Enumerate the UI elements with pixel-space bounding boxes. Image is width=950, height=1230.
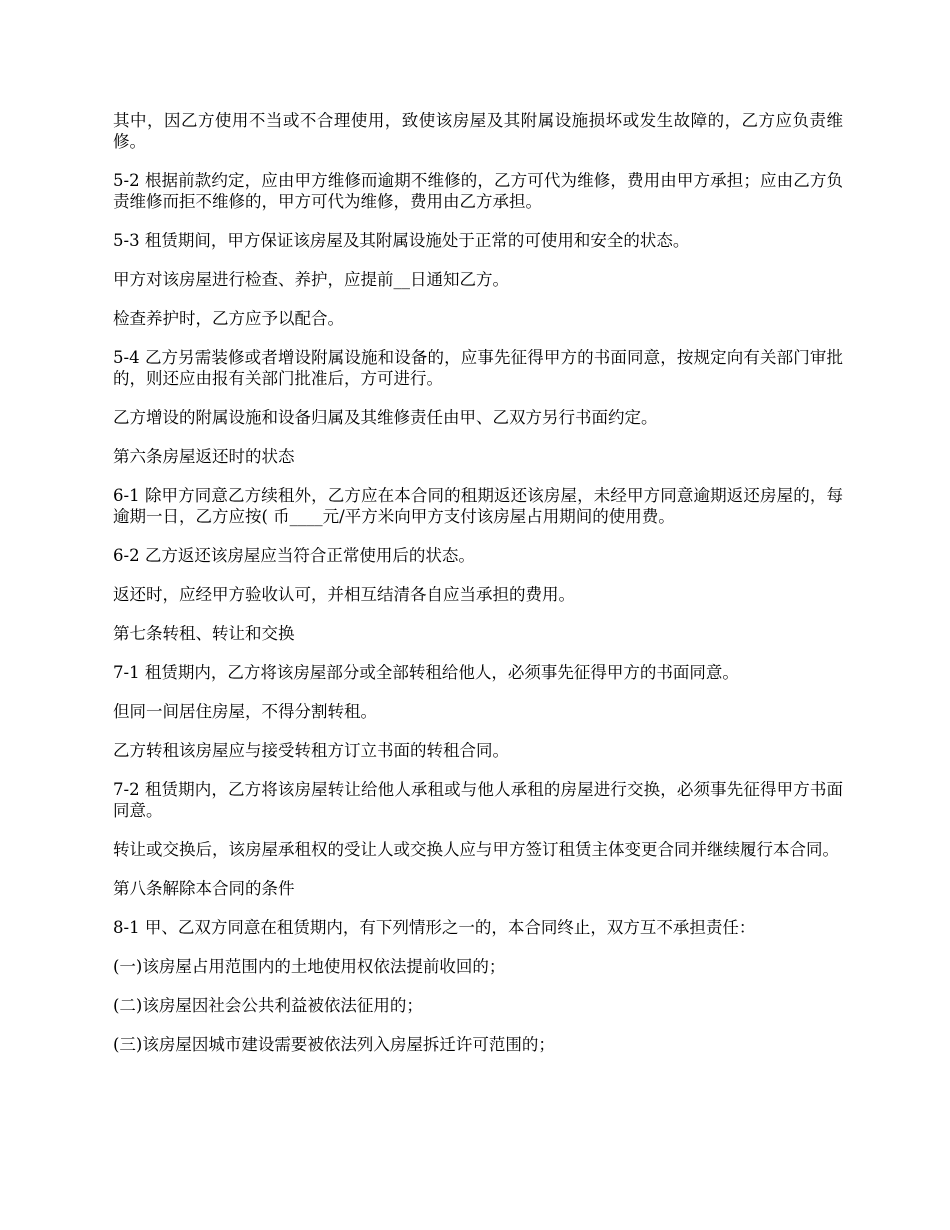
list-item-condition-2: (二)该房屋因社会公共利益被依法征用的； [113, 996, 423, 1015]
paragraph-return-acceptance: 返还时，应经甲方验收认可，并相互结清各自应当承担的费用。 [113, 585, 575, 604]
paragraph-sublet-contract: 乙方转租该房屋应与接受转租方订立书面的转租合同。 [113, 741, 509, 760]
paragraph-5-4: 5-4 乙方另需装修或者增设附属设施和设备的，应事先征得甲方的书面同意，按规定向有关部门审批的，则还应由报有关部门批准后，方可进行。 [113, 348, 843, 388]
paragraph-repair-responsibility: 其中，因乙方使用不当或不合理使用，致使该房屋及其附属设施损坏或发生故障的，乙方应负责维修。 [113, 111, 843, 151]
paragraph-no-split-sublet: 但同一间居住房屋，不得分割转租。 [113, 702, 377, 721]
paragraph-6-2: 6-2 乙方返还该房屋应当符合正常使用后的状态。 [113, 546, 475, 565]
section-heading-article-6: 第六条房屋返还时的状态 [113, 447, 295, 466]
list-item-condition-1: (一)该房屋占用范围内的土地使用权依法提前收回的； [113, 957, 506, 976]
paragraph-inspection-cooperation: 检查养护时，乙方应予以配合。 [113, 309, 344, 328]
paragraph-6-1: 6-1 除甲方同意乙方续租外，乙方应在本合同的租期返还该房屋，未经甲方同意逾期返还房屋的，每逾期一日，乙方应按( 币____元/平方米向甲方支付该房屋占用期间的使用费。 [113, 486, 843, 526]
document-page [113, 110, 843, 1073]
section-heading-article-8: 第八条解除本合同的条件 [113, 879, 295, 898]
section-heading-article-7: 第七条转租、转让和交换 [113, 624, 295, 643]
list-item-condition-3: (三)该房屋因城市建设需要被依法列入房屋拆迁许可范围的； [113, 1035, 555, 1054]
paragraph-8-1: 8-1 甲、乙双方同意在租赁期内，有下列情形之一的，本合同终止，双方互不承担责任： [113, 918, 756, 937]
paragraph-transfer-continuation: 转让或交换后，该房屋承租权的受让人或交换人应与甲方签订租赁主体变更合同并继续履行本合同。 [113, 840, 839, 859]
paragraph-7-1: 7-1 租赁期内，乙方将该房屋部分或全部转租给他人，必须事先征得甲方的书面同意。 [113, 663, 739, 682]
paragraph-7-2: 7-2 租赁期内，乙方将该房屋转让给他人承租或与他人承租的房屋进行交换，必须事先征得甲方书面同意。 [113, 780, 843, 820]
paragraph-inspection-notice: 甲方对该房屋进行检查、养护，应提前__日通知乙方。 [113, 270, 509, 289]
paragraph-5-3: 5-3 租赁期间，甲方保证该房屋及其附属设施处于正常的可使用和安全的状态。 [113, 231, 690, 250]
paragraph-5-2: 5-2 根据前款约定，应由甲方维修而逾期不维修的，乙方可代为维修，费用由甲方承担；应由乙方负责维修而拒不维修的，甲方可代为维修，费用由乙方承担。 [113, 171, 843, 211]
paragraph-added-facilities: 乙方增设的附属设施和设备归属及其维修责任由甲、乙双方另行书面约定。 [113, 408, 658, 427]
